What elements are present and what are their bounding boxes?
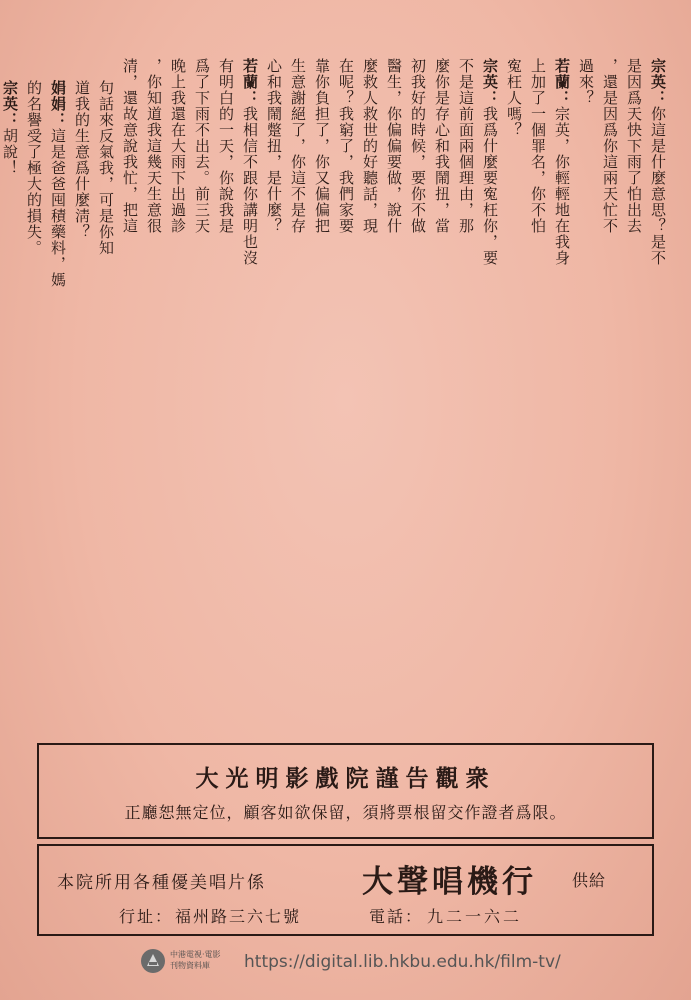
archive-url-link[interactable]: https://digital.lib.hkbu.edu.hk/film-tv/: [244, 952, 561, 972]
script-line: [334, 58, 358, 738]
script-line: [118, 58, 142, 738]
dialogue-text: 寃枉人嗎？: [505, 58, 523, 138]
dialogue-text: 句話來反氣我，可是你知: [97, 80, 115, 256]
dialogue-text: 宗英，你輕輕地在我身: [553, 106, 571, 266]
dialogue-text: 在呢？我窮了，我們家要: [337, 58, 355, 234]
dialogue-text: 不是這前面兩個理由，那: [457, 58, 475, 234]
script-line: [238, 58, 262, 738]
phone-label: 電話：: [369, 907, 424, 926]
script-line: [574, 58, 598, 738]
script-line: [142, 58, 166, 738]
dialogue-text: 道我的生意爲什麼淸？: [73, 80, 91, 240]
dialogue-text: 有明白的一天，你說我是: [217, 58, 235, 234]
script-line: [262, 58, 286, 738]
script-line: [406, 58, 430, 738]
script-line: [382, 58, 406, 738]
dialogue-text: 胡說！: [1, 128, 19, 176]
script-line: [550, 58, 574, 738]
dialogue-text: 靠你負担了，你又偏偏把: [313, 58, 331, 234]
address-value: 福州路三六七號: [175, 907, 302, 926]
script-line: [478, 58, 502, 738]
speaker-name: 宗英：: [649, 58, 667, 106]
dialogue-text: 清，還故意說我忙，把這: [121, 58, 139, 234]
logo-text-line-1: 中港電視·電影: [170, 950, 221, 959]
archive-logo-icon: [140, 948, 166, 974]
gramophone-ad-box: [37, 844, 654, 936]
script-line: [646, 58, 670, 738]
script-tier-2: [0, 80, 118, 738]
script-line: [622, 58, 646, 738]
dialogue-text: 你這是什麼意思？是不: [649, 106, 667, 266]
ad-lead-text: 本院所用各種優美唱片係: [57, 873, 266, 893]
script-line: [46, 80, 70, 738]
dialogue-text: ，還是因爲你這兩天忙不: [601, 58, 619, 234]
notice-title: 大光明影戲院謹告觀衆: [195, 765, 496, 792]
script-line: [526, 58, 550, 738]
theatre-notice-box: [37, 743, 654, 839]
speaker-name: 娟娟：: [49, 80, 67, 128]
dialogue-text: 醫生，你偏偏要做，說什: [385, 58, 403, 234]
script-line: [454, 58, 478, 738]
dialogue-text: 過來？: [577, 58, 595, 106]
dialogue-text: 的名譽受了極大的損失。: [25, 80, 43, 256]
dialogue-text: 麼你是存心和我鬧扭，當: [433, 58, 451, 234]
script-line: [358, 58, 382, 738]
script-tier-1: [118, 58, 670, 738]
script-line: [502, 58, 526, 738]
script-line: [0, 80, 22, 738]
dialogue-text: 這是爸爸囤積藥料，媽: [49, 128, 67, 288]
address-label: 行址：: [119, 907, 174, 926]
script-text: [1, 58, 670, 738]
speaker-name: 宗英：: [481, 58, 499, 106]
script-line: [70, 80, 94, 738]
dialogue-text: 麼救人救世的好聽話，現: [361, 58, 379, 234]
ad-supply-text: 供給: [572, 871, 607, 890]
notice-text: 正廳恕無定位，顧客如欲保留，須將票根留交作證者爲限。: [124, 803, 567, 822]
logo-text-line-2: 刊物資料庫: [170, 961, 210, 970]
speaker-name: 宗英：: [1, 80, 19, 128]
script-line: [94, 80, 118, 738]
dialogue-text: 我相信不跟你講明也沒: [241, 106, 259, 266]
dialogue-text: 是因爲天快下雨了怕出去: [625, 58, 643, 234]
dialogue-text: 我爲什麼要寃枉你，要: [481, 106, 499, 266]
script-line: [190, 58, 214, 738]
speaker-name: 若蘭：: [553, 58, 571, 106]
archive-logo-text: [170, 949, 240, 971]
dialogue-text: 初我好的時候，要你不做: [409, 58, 427, 234]
script-line: [166, 58, 190, 738]
ad-brand-name: 大聲唱機行: [362, 864, 537, 900]
script-line: [22, 80, 46, 738]
script-line: [430, 58, 454, 738]
dialogue-text: ，你知道我這幾天生意很: [145, 58, 163, 234]
dialogue-text: 晚上我還在大雨下出過診: [169, 58, 187, 234]
dialogue-text: 爲了下雨不出去。前三天: [193, 58, 211, 234]
dialogue-text: 生意謝絕了，你這不是存: [289, 58, 307, 234]
dialogue-text: 心和我鬧蹩扭，是什麼？: [265, 58, 283, 234]
script-line: [286, 58, 310, 738]
phone-value: 九二一六二: [427, 907, 523, 926]
dialogue-text: 上加了一個罪名，你不怕: [529, 58, 547, 234]
script-line: [310, 58, 334, 738]
script-line: [214, 58, 238, 738]
speaker-name: 若蘭：: [241, 58, 259, 106]
script-line: [598, 58, 622, 738]
